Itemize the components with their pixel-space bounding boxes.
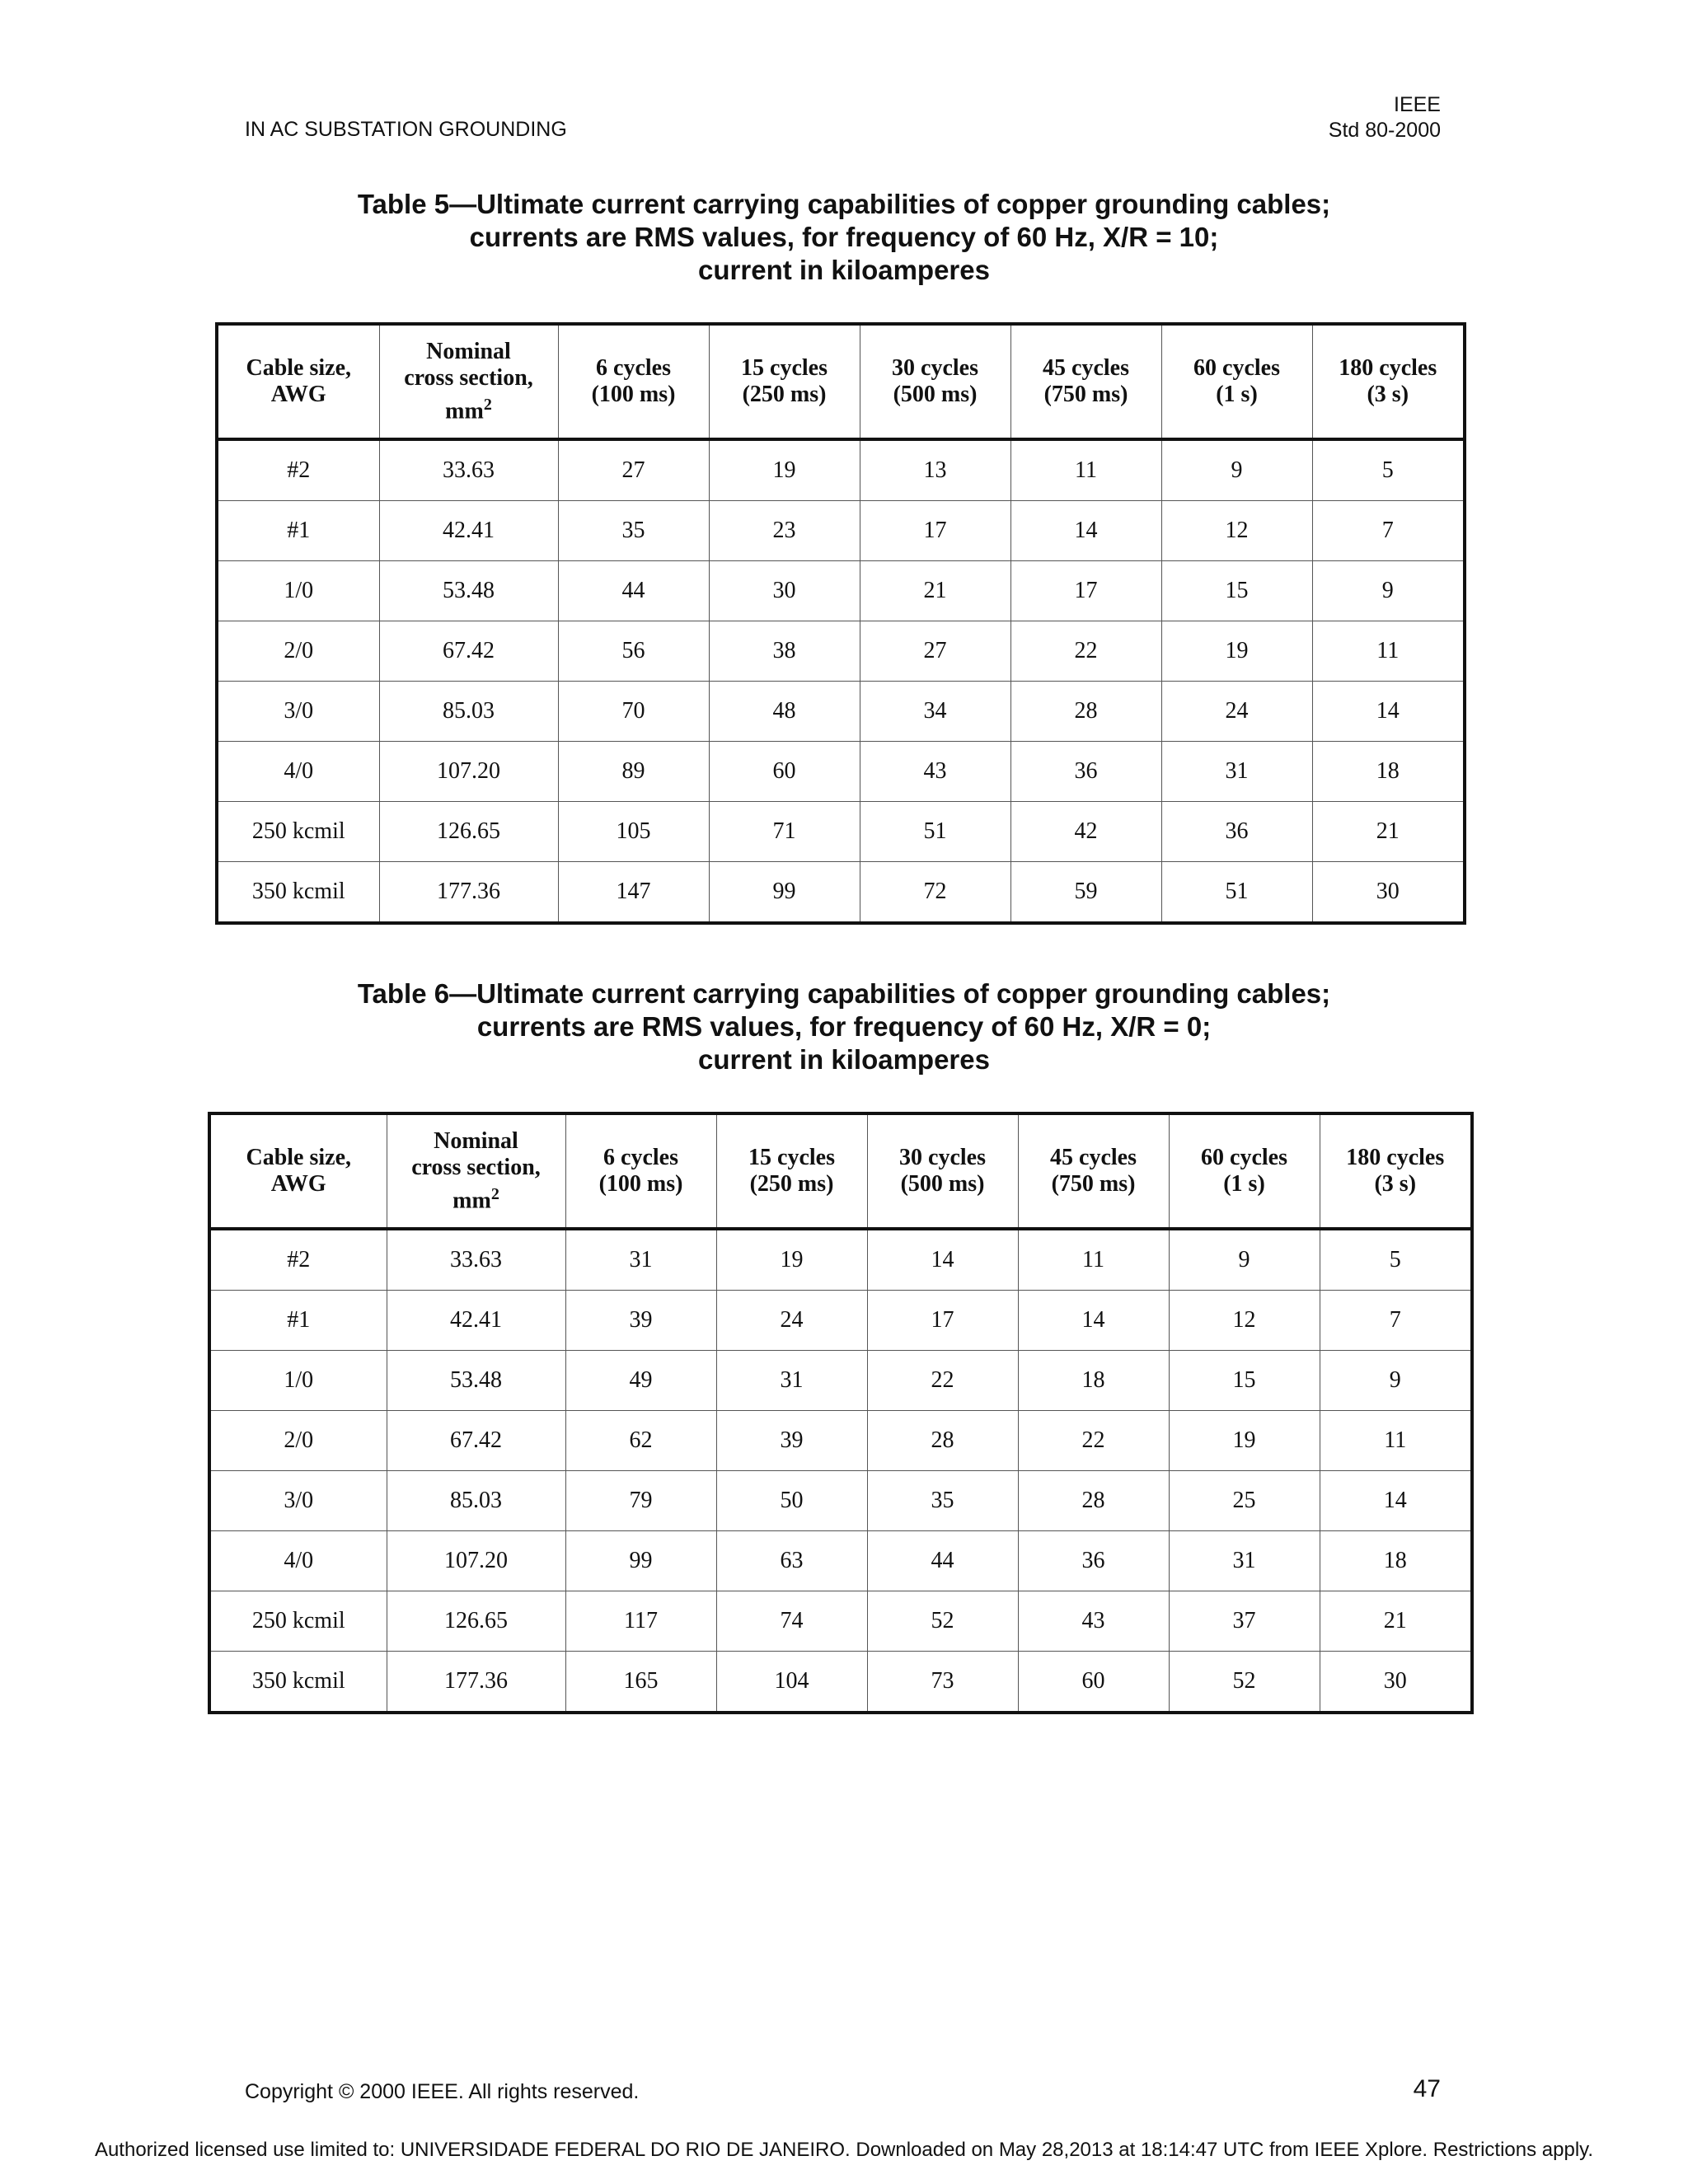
column-header-line: 180 cycles bbox=[1346, 1145, 1445, 1170]
table-cell: 14 bbox=[867, 1229, 1018, 1291]
table-cell: 34 bbox=[860, 682, 1010, 742]
table-cell: 21 bbox=[860, 561, 1010, 621]
running-header-right bbox=[1329, 92, 1441, 143]
column-header-line: (500 ms) bbox=[900, 1171, 985, 1197]
table-row bbox=[217, 682, 1465, 742]
header-row bbox=[217, 324, 1465, 439]
table-6 bbox=[208, 1112, 1474, 1714]
column-header bbox=[565, 1113, 716, 1229]
column-header bbox=[558, 324, 709, 439]
header-std-number: Std 80-2000 bbox=[1328, 119, 1441, 142]
column-header-line: AWG bbox=[270, 1171, 326, 1197]
table-cell: 2/0 bbox=[209, 1411, 387, 1471]
table-cell: 15 bbox=[1161, 561, 1312, 621]
table-cell: 99 bbox=[565, 1531, 716, 1591]
table-cell: 105 bbox=[558, 802, 709, 862]
table-cell: 28 bbox=[1018, 1471, 1169, 1531]
header-ieee: IEEE bbox=[1394, 93, 1441, 116]
table-cell: 62 bbox=[565, 1411, 716, 1471]
column-header-line: (750 ms) bbox=[1043, 382, 1128, 407]
table-row bbox=[209, 1531, 1472, 1591]
table-cell: 39 bbox=[716, 1411, 867, 1471]
column-header-line: AWG bbox=[270, 382, 326, 407]
table-cell: 4/0 bbox=[209, 1531, 387, 1591]
table-cell: 79 bbox=[565, 1471, 716, 1531]
table-row bbox=[217, 439, 1465, 501]
table-row bbox=[209, 1229, 1472, 1291]
table-cell: 11 bbox=[1320, 1411, 1472, 1471]
column-header-line: cross section, bbox=[404, 364, 533, 391]
table-cell: 52 bbox=[1169, 1652, 1320, 1713]
table-cell: 11 bbox=[1312, 621, 1465, 682]
table-cell: 67.42 bbox=[379, 621, 558, 682]
table-cell: 48 bbox=[709, 682, 860, 742]
table-cell: 38 bbox=[709, 621, 860, 682]
table-cell: 107.20 bbox=[387, 1531, 565, 1591]
table-cell: 89 bbox=[558, 742, 709, 802]
table-cell: 36 bbox=[1161, 802, 1312, 862]
column-header bbox=[716, 1113, 867, 1229]
column-header-line: 60 cycles bbox=[1193, 355, 1280, 381]
column-header bbox=[217, 324, 379, 439]
table-5-body bbox=[217, 439, 1465, 923]
table-row bbox=[217, 561, 1465, 621]
table-cell: 42.41 bbox=[379, 501, 558, 561]
table-cell: 14 bbox=[1018, 1291, 1169, 1351]
table-cell: 31 bbox=[716, 1351, 867, 1411]
column-header-line: (3 s) bbox=[1367, 382, 1409, 407]
column-header-line: 180 cycles bbox=[1339, 355, 1437, 381]
table-row bbox=[209, 1471, 1472, 1531]
table-cell: 14 bbox=[1312, 682, 1465, 742]
table-cell: 14 bbox=[1320, 1471, 1472, 1531]
table-5 bbox=[215, 322, 1466, 925]
column-header bbox=[1010, 324, 1161, 439]
column-header bbox=[1018, 1113, 1169, 1229]
table-cell: 177.36 bbox=[379, 862, 558, 924]
table-cell: 74 bbox=[716, 1591, 867, 1652]
table-cell: 27 bbox=[860, 621, 1010, 682]
column-header-line: 60 cycles bbox=[1201, 1145, 1287, 1170]
table-cell: 53.48 bbox=[379, 561, 558, 621]
running-header-left: IN AC SUBSTATION GROUNDING bbox=[245, 118, 567, 141]
table-cell: 17 bbox=[1010, 561, 1161, 621]
table-cell: 126.65 bbox=[387, 1591, 565, 1652]
table-row bbox=[209, 1291, 1472, 1351]
header-row bbox=[209, 1113, 1472, 1229]
column-header-line: (3 s) bbox=[1374, 1171, 1417, 1197]
table-cell: 27 bbox=[558, 439, 709, 501]
table-cell: 24 bbox=[1161, 682, 1312, 742]
table-cell: 22 bbox=[1010, 621, 1161, 682]
table-cell: 9 bbox=[1169, 1229, 1320, 1291]
table-cell: 39 bbox=[565, 1291, 716, 1351]
table-cell: 177.36 bbox=[387, 1652, 565, 1713]
table-cell: 350 kcmil bbox=[217, 862, 379, 924]
table-row bbox=[209, 1591, 1472, 1652]
table-cell: 85.03 bbox=[379, 682, 558, 742]
table-cell: 70 bbox=[558, 682, 709, 742]
table-cell: 51 bbox=[860, 802, 1010, 862]
caption-line: current in kiloamperes bbox=[698, 255, 990, 285]
table-5-caption bbox=[0, 188, 1688, 287]
page-number: 47 bbox=[1413, 2075, 1441, 2102]
table-cell: 19 bbox=[709, 439, 860, 501]
table-cell: 28 bbox=[1010, 682, 1161, 742]
table-6-header bbox=[209, 1113, 1472, 1229]
column-header-line: 6 cycles bbox=[596, 355, 671, 381]
table-cell: 3/0 bbox=[217, 682, 379, 742]
table-cell: 2/0 bbox=[217, 621, 379, 682]
table-cell: 85.03 bbox=[387, 1471, 565, 1531]
column-header-line: (100 ms) bbox=[598, 1171, 683, 1197]
table-cell: 43 bbox=[1018, 1591, 1169, 1652]
table-row bbox=[217, 862, 1465, 924]
table-cell: 42 bbox=[1010, 802, 1161, 862]
table-cell: 250 kcmil bbox=[209, 1591, 387, 1652]
table-cell: 15 bbox=[1169, 1351, 1320, 1411]
table-6-caption bbox=[0, 977, 1688, 1076]
table-cell: 72 bbox=[860, 862, 1010, 924]
column-header-line: 6 cycles bbox=[603, 1145, 678, 1170]
table-cell: 19 bbox=[716, 1229, 867, 1291]
table-cell: 5 bbox=[1320, 1229, 1472, 1291]
table-cell: 5 bbox=[1312, 439, 1465, 501]
table-cell: #1 bbox=[209, 1291, 387, 1351]
table-cell: 59 bbox=[1010, 862, 1161, 924]
table-cell: 37 bbox=[1169, 1591, 1320, 1652]
table-cell: 49 bbox=[565, 1351, 716, 1411]
table-5-header bbox=[217, 324, 1465, 439]
table-cell: 7 bbox=[1312, 501, 1465, 561]
table-row bbox=[209, 1652, 1472, 1713]
table-cell: 23 bbox=[709, 501, 860, 561]
table-cell: 21 bbox=[1320, 1591, 1472, 1652]
table-cell: 165 bbox=[565, 1652, 716, 1713]
table-cell: 13 bbox=[860, 439, 1010, 501]
table-6-body bbox=[209, 1229, 1472, 1713]
copyright-notice: Copyright © 2000 IEEE. All rights reserved. bbox=[245, 2080, 640, 2103]
column-header-line: (1 s) bbox=[1223, 1171, 1265, 1197]
table-cell: 30 bbox=[1320, 1652, 1472, 1713]
caption-line: Table 6—Ultimate current carrying capabilities of copper grounding cables; bbox=[357, 978, 1331, 1009]
table-cell: 99 bbox=[709, 862, 860, 924]
table-cell: 11 bbox=[1018, 1229, 1169, 1291]
table-cell: 18 bbox=[1018, 1351, 1169, 1411]
column-header bbox=[709, 324, 860, 439]
table-cell: 1/0 bbox=[209, 1351, 387, 1411]
table-cell: 19 bbox=[1161, 621, 1312, 682]
column-header-line: Nominal bbox=[426, 338, 511, 364]
table-cell: 117 bbox=[565, 1591, 716, 1652]
table-cell: 3/0 bbox=[209, 1471, 387, 1531]
table-cell: 30 bbox=[1312, 862, 1465, 924]
table-cell: 36 bbox=[1010, 742, 1161, 802]
table-cell: 18 bbox=[1312, 742, 1465, 802]
table-cell: 126.65 bbox=[379, 802, 558, 862]
table-row bbox=[217, 742, 1465, 802]
table-cell: 147 bbox=[558, 862, 709, 924]
table-cell: 60 bbox=[1018, 1652, 1169, 1713]
column-header-line: cross section, bbox=[411, 1154, 541, 1180]
column-header-line: (250 ms) bbox=[742, 382, 827, 407]
column-header bbox=[387, 1113, 565, 1229]
table-cell: 7 bbox=[1320, 1291, 1472, 1351]
caption-line: current in kiloamperes bbox=[698, 1044, 990, 1075]
column-header-line: Cable size, bbox=[246, 355, 352, 381]
table-cell: 60 bbox=[709, 742, 860, 802]
table-cell: 53.48 bbox=[387, 1351, 565, 1411]
table-row bbox=[209, 1411, 1472, 1471]
table-cell: 51 bbox=[1161, 862, 1312, 924]
table-cell: 17 bbox=[860, 501, 1010, 561]
table-cell: 9 bbox=[1312, 561, 1465, 621]
table-cell: 56 bbox=[558, 621, 709, 682]
table-cell: 31 bbox=[565, 1229, 716, 1291]
column-header bbox=[1312, 324, 1465, 439]
table-cell: 44 bbox=[558, 561, 709, 621]
table-cell: 52 bbox=[867, 1591, 1018, 1652]
table-cell: 35 bbox=[867, 1471, 1018, 1531]
column-header-line: (100 ms) bbox=[591, 382, 676, 407]
table-cell: 36 bbox=[1018, 1531, 1169, 1591]
table-cell: 18 bbox=[1320, 1531, 1472, 1591]
table-cell: 9 bbox=[1161, 439, 1312, 501]
table-cell: 250 kcmil bbox=[217, 802, 379, 862]
column-header-line: 45 cycles bbox=[1050, 1145, 1137, 1170]
table-cell: 30 bbox=[709, 561, 860, 621]
table-cell: 17 bbox=[867, 1291, 1018, 1351]
column-header bbox=[1169, 1113, 1320, 1229]
table-cell: 43 bbox=[860, 742, 1010, 802]
table-cell: 9 bbox=[1320, 1351, 1472, 1411]
column-header-line: 30 cycles bbox=[892, 355, 978, 381]
table-cell: 31 bbox=[1169, 1531, 1320, 1591]
table-cell: 33.63 bbox=[387, 1229, 565, 1291]
table-cell: 50 bbox=[716, 1471, 867, 1531]
table-cell: 73 bbox=[867, 1652, 1018, 1713]
column-header bbox=[209, 1113, 387, 1229]
table-cell: 67.42 bbox=[387, 1411, 565, 1471]
table-cell: 4/0 bbox=[217, 742, 379, 802]
column-header bbox=[1161, 324, 1312, 439]
column-header bbox=[867, 1113, 1018, 1229]
table-cell: 21 bbox=[1312, 802, 1465, 862]
table-cell: 24 bbox=[716, 1291, 867, 1351]
caption-line: currents are RMS values, for frequency of 60 Hz, X/R = 10; bbox=[469, 222, 1219, 252]
table-cell: 42.41 bbox=[387, 1291, 565, 1351]
table-cell: 11 bbox=[1010, 439, 1161, 501]
column-header-line: 15 cycles bbox=[748, 1145, 835, 1170]
table-cell: 31 bbox=[1161, 742, 1312, 802]
table-cell: 25 bbox=[1169, 1471, 1320, 1531]
column-header-line: (1 s) bbox=[1216, 382, 1258, 407]
table-cell: 63 bbox=[716, 1531, 867, 1591]
column-header bbox=[1320, 1113, 1472, 1229]
table-cell: 28 bbox=[867, 1411, 1018, 1471]
table-cell: 22 bbox=[867, 1351, 1018, 1411]
table-row bbox=[217, 802, 1465, 862]
column-header-line: 15 cycles bbox=[741, 355, 828, 381]
table-cell: 12 bbox=[1169, 1291, 1320, 1351]
column-header bbox=[860, 324, 1010, 439]
column-header-line: (500 ms) bbox=[893, 382, 978, 407]
table-cell: 350 kcmil bbox=[209, 1652, 387, 1713]
column-header-line: 45 cycles bbox=[1043, 355, 1129, 381]
table-cell: #2 bbox=[209, 1229, 387, 1291]
table-cell: 19 bbox=[1169, 1411, 1320, 1471]
table-cell: 33.63 bbox=[379, 439, 558, 501]
table-row bbox=[217, 501, 1465, 561]
column-header-line: (750 ms) bbox=[1051, 1171, 1136, 1197]
table-cell: 104 bbox=[716, 1652, 867, 1713]
caption-line: Table 5—Ultimate current carrying capabilities of copper grounding cables; bbox=[357, 189, 1331, 219]
caption-line: currents are RMS values, for frequency of 60 Hz, X/R = 0; bbox=[476, 1011, 1212, 1042]
table-cell: 71 bbox=[709, 802, 860, 862]
column-header-line: (250 ms) bbox=[749, 1171, 834, 1197]
table-cell: 35 bbox=[558, 501, 709, 561]
table-cell: 14 bbox=[1010, 501, 1161, 561]
column-header-line: $mm^2$ bbox=[445, 395, 492, 424]
table-cell: #1 bbox=[217, 501, 379, 561]
table-cell: 12 bbox=[1161, 501, 1312, 561]
table-cell: #2 bbox=[217, 439, 379, 501]
column-header-line: 30 cycles bbox=[899, 1145, 986, 1170]
authorization-notice: Authorized licensed use limited to: UNIVERSIDADE FEDERAL DO RIO DE JANEIRO. Downloaded on May 28,2013 at 18:14:47 UTC from IEEE Xplore. Restrictions apply. bbox=[94, 2139, 1594, 2161]
table-cell: 22 bbox=[1018, 1411, 1169, 1471]
table-cell: 44 bbox=[867, 1531, 1018, 1591]
column-header-line: $mm^2$ bbox=[452, 1184, 499, 1214]
table-row bbox=[209, 1351, 1472, 1411]
column-header bbox=[379, 324, 558, 439]
table-row bbox=[217, 621, 1465, 682]
table-cell: 1/0 bbox=[217, 561, 379, 621]
column-header-line: Cable size, bbox=[246, 1145, 352, 1170]
column-header-line: Nominal bbox=[434, 1127, 518, 1154]
table-cell: 107.20 bbox=[379, 742, 558, 802]
